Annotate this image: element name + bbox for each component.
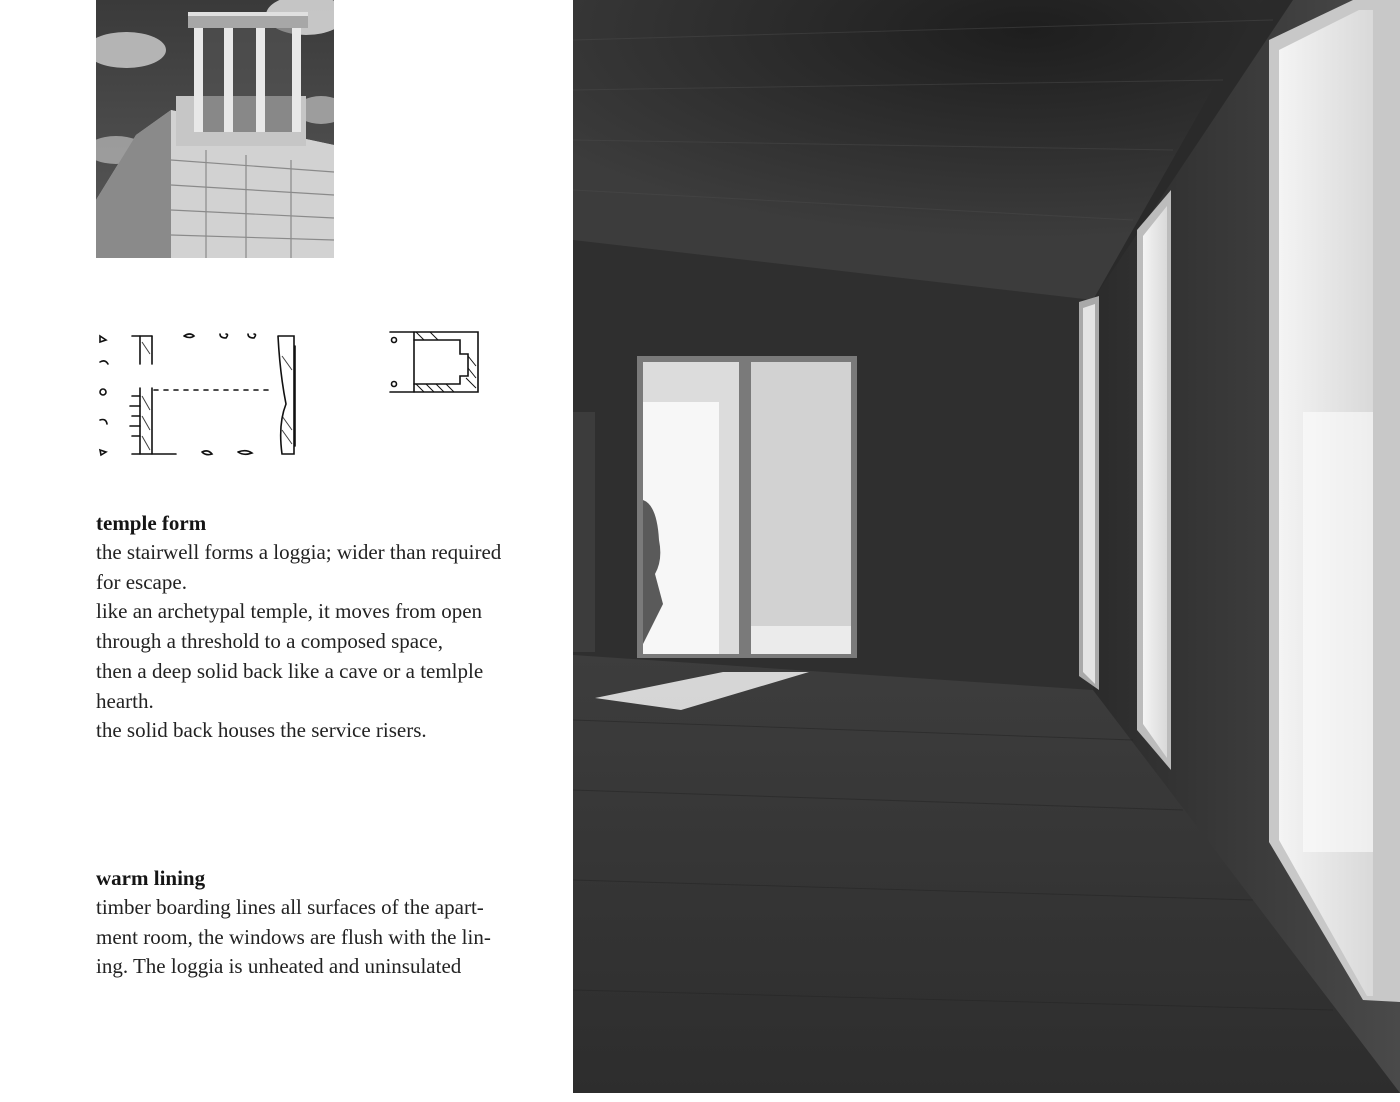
temple-form-line: the stairwell forms a loggia; wider than required — [96, 540, 502, 564]
model-interior-photo — [573, 0, 1400, 1093]
warm-lining-section — [96, 863, 546, 982]
temple-form-line: like an archetypal temple, it moves from open — [96, 599, 483, 624]
plan-sketch-small — [386, 326, 486, 398]
model-interior-graphic — [573, 0, 1400, 1093]
warm-lining-line: ing. The loggia is unheated and uninsulated — [96, 954, 462, 979]
warm-lining-line: ment room, the windows are flush with the lin- — [96, 924, 491, 949]
temple-form-heading: temple form — [96, 511, 207, 535]
temple-form-line: the solid back houses the service risers. — [96, 718, 427, 743]
plan-sketch-small-graphic — [386, 326, 486, 398]
temple-form-line: hearth. — [96, 688, 154, 713]
temple-form-line: through a threshold to a composed space, — [96, 629, 443, 654]
temple-form-line: for escape. — [96, 569, 187, 594]
temple-photo — [96, 0, 334, 258]
warm-lining-line: timber boarding lines all surfaces of the apart- — [96, 895, 484, 919]
temple-form-line: then a deep solid back like a cave or a temlple — [96, 658, 484, 683]
warm-lining-heading: warm lining — [96, 866, 206, 890]
plan-sketch-large — [96, 326, 316, 462]
temple-form-section — [96, 508, 546, 746]
plan-sketch-large-graphic — [96, 326, 316, 462]
temple-photo-graphic — [96, 0, 334, 258]
